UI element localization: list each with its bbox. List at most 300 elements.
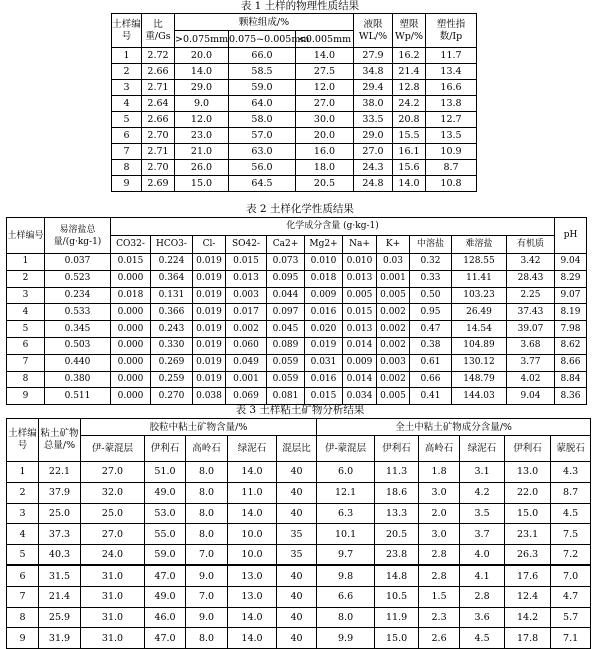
table-cell: 18.6 [375, 482, 419, 503]
table-cell: 2.69 [142, 176, 175, 192]
table-cell: 14.0 [228, 628, 277, 649]
table-cell: 13.4 [426, 64, 477, 80]
table-cell: 26.49 [452, 304, 507, 321]
table-cell: 11.0 [228, 482, 277, 503]
table-cell: 0.015 [226, 254, 267, 271]
table-cell: 24.8 [354, 176, 393, 192]
table-cell: 3.6 [460, 607, 505, 628]
table-cell: 20.0 [175, 48, 229, 64]
table-cell: 8.36 [555, 388, 587, 405]
table-cell: 3 [7, 503, 39, 524]
header-whole-column: 伊利石 [375, 436, 419, 462]
table-row [7, 304, 587, 321]
table-cell: 7.5 [551, 524, 591, 545]
header-soluble-salt-total: 易溶盐总量/(g·kg-1) [45, 218, 111, 254]
table-cell: 17.6 [505, 565, 551, 586]
table-cell: 8.66 [555, 354, 587, 371]
table-cell: 9.0 [186, 565, 228, 586]
table-row [7, 628, 591, 649]
table-cell: 0.020 [305, 321, 343, 338]
table-cell: 40 [277, 565, 317, 586]
table-cell: 0.002 [377, 371, 410, 388]
header-clay-total: 粘土矿物总量/% [39, 419, 81, 462]
table-cell: 17.8 [505, 628, 551, 649]
table-cell: 0.330 [151, 337, 193, 354]
table-cell: 2.8 [419, 545, 460, 566]
table-cell: 9.04 [507, 388, 555, 405]
table-cell: 7.0 [186, 586, 228, 607]
table-cell: 31.0 [81, 628, 145, 649]
table-cell: 0.017 [226, 304, 267, 321]
header-sample-id: 土样编号 [7, 419, 39, 462]
table-cell: 49.0 [145, 482, 186, 503]
table-cell: 7.0 [186, 545, 228, 566]
table-cell: 3.0 [419, 482, 460, 503]
table-cell: 0.049 [226, 354, 267, 371]
table-cell: 40 [277, 482, 317, 503]
table-cell: 16.1 [393, 144, 426, 160]
table-cell: 0.014 [343, 371, 377, 388]
table-cell: 0.034 [343, 388, 377, 405]
table-cell: 13.8 [426, 96, 477, 112]
table-cell: 40 [277, 503, 317, 524]
table-cell: 7 [7, 586, 39, 607]
table-row [112, 128, 477, 144]
table-cell: 0.009 [305, 287, 343, 304]
table-cell: 7.1 [551, 628, 591, 649]
table-cell: 9.9 [317, 628, 375, 649]
table-row [7, 254, 587, 271]
header-grain-coarse: >0.075mm [175, 31, 229, 48]
table-cell: 3.1 [460, 462, 505, 483]
table-cell: 0.005 [343, 287, 377, 304]
table-cell: 0.018 [111, 287, 151, 304]
table-cell: 13.0 [228, 565, 277, 586]
table-cell: 24.2 [393, 96, 426, 112]
table-cell: 40.3 [39, 545, 81, 566]
table-cell: 31.0 [81, 565, 145, 586]
table-cell: 0.03 [377, 254, 410, 271]
table-cell: 9 [7, 388, 45, 405]
table-cell: 46.0 [145, 607, 186, 628]
table-cell: 5 [7, 321, 45, 338]
table-row [7, 371, 587, 388]
table-cell: 5 [112, 112, 142, 128]
table-cell: 0.503 [45, 337, 111, 354]
header-chemical-column: Mg2+ [305, 236, 343, 254]
table-cell: 0.013 [343, 270, 377, 287]
table-cell: 128.55 [452, 254, 507, 271]
header-chemical-column: Ca2+ [267, 236, 305, 254]
table-cell: 0.010 [343, 254, 377, 271]
table-cell: 1 [7, 254, 45, 271]
table-cell: 11.3 [375, 462, 419, 483]
table-cell: 0.234 [45, 287, 111, 304]
table-cell: 30.0 [296, 112, 354, 128]
table-cell: 0.380 [45, 371, 111, 388]
table1-body [112, 48, 477, 192]
table-row [7, 287, 587, 304]
table-cell: 0.019 [193, 337, 226, 354]
header-colloid-column: 混层比 [277, 436, 317, 462]
header-colloid-column: 伊利石 [145, 436, 186, 462]
table-cell: 10.5 [375, 586, 419, 607]
table-cell: 58.5 [229, 64, 296, 80]
table-cell: 0.50 [410, 287, 452, 304]
table-cell: 148.79 [452, 371, 507, 388]
table-cell: 27.0 [296, 96, 354, 112]
table-cell: 0.018 [305, 270, 343, 287]
table-cell: 34.8 [354, 64, 393, 80]
table-cell: 3.68 [507, 337, 555, 354]
table-cell: 15.6 [393, 160, 426, 176]
table3-subheader-row [7, 436, 591, 462]
table-cell: 144.03 [452, 388, 507, 405]
table-cell: 29.4 [354, 80, 393, 96]
table-cell: 0.345 [45, 321, 111, 338]
table-cell: 0.069 [226, 388, 267, 405]
header-chemical-column: Cl- [193, 236, 226, 254]
table-cell: 33.5 [354, 112, 393, 128]
table-cell: 8.29 [555, 270, 587, 287]
table-cell: 4 [7, 524, 39, 545]
table-cell: 31.5 [39, 565, 81, 586]
header-liquid-limit: 液限WL/% [354, 14, 393, 48]
table-cell: 40 [277, 628, 317, 649]
table-cell: 57.0 [229, 128, 296, 144]
table-cell: 0.016 [305, 371, 343, 388]
table-cell: 0.016 [305, 304, 343, 321]
table-cell: 14.0 [175, 64, 229, 80]
table-cell: 14.0 [228, 503, 277, 524]
table-cell: 0.41 [410, 388, 452, 405]
table-cell: 4.2 [460, 482, 505, 503]
table-cell: 37.3 [39, 524, 81, 545]
table-cell: 0.33 [410, 270, 452, 287]
table-row [7, 270, 587, 287]
table-cell: 130.12 [452, 354, 507, 371]
table-cell: 8.0 [186, 628, 228, 649]
header-chemical-content: 化学成分含量 (g·kg-1) [111, 218, 555, 236]
header-plastic-limit: 塑限Wp/% [393, 14, 426, 48]
table-cell: 38.0 [354, 96, 393, 112]
table-row [112, 80, 477, 96]
table-cell: 0.001 [377, 270, 410, 287]
table-cell: 0.61 [410, 354, 452, 371]
table-cell: 4.0 [460, 545, 505, 566]
table-cell: 27.9 [354, 48, 393, 64]
header-whole-column: 伊利石 [505, 436, 551, 462]
table-cell: 31.0 [81, 607, 145, 628]
table-cell: 0.002 [377, 337, 410, 354]
table-cell: 3.0 [419, 524, 460, 545]
table-cell: 29.0 [175, 80, 229, 96]
table-cell: 13.0 [505, 462, 551, 483]
table-cell: 27.5 [296, 64, 354, 80]
table-cell: 0.045 [267, 321, 305, 338]
table-cell: 2.71 [142, 144, 175, 160]
table-cell: 8 [7, 607, 39, 628]
table-cell: 2.71 [142, 80, 175, 96]
table-cell: 8 [112, 160, 142, 176]
table-cell: 0.32 [410, 254, 452, 271]
table-row [112, 160, 477, 176]
table-cell: 14.0 [393, 176, 426, 192]
table-cell: 0.044 [267, 287, 305, 304]
table-cell: 0.019 [305, 337, 343, 354]
table-cell: 0.366 [151, 304, 193, 321]
table-cell: 0.259 [151, 371, 193, 388]
table3-caption: 表 3 土样粘土矿物分析结果 [235, 404, 365, 416]
table-cell: 2.66 [142, 112, 175, 128]
table-cell: 8.19 [555, 304, 587, 321]
table-cell: 0.014 [343, 337, 377, 354]
table-cell: 2.25 [507, 287, 555, 304]
table-cell: 0.005 [377, 287, 410, 304]
table-cell: 6.0 [317, 462, 375, 483]
table-cell: 0.089 [267, 337, 305, 354]
header-chemical-column: HCO3- [151, 236, 193, 254]
table-cell: 8 [7, 371, 45, 388]
table-cell: 9 [112, 176, 142, 192]
table-cell: 0.019 [193, 304, 226, 321]
table-cell: 6.3 [317, 503, 375, 524]
table-cell: 0.000 [111, 304, 151, 321]
table-cell: 21.4 [39, 586, 81, 607]
table-cell: 4 [112, 96, 142, 112]
table-cell: 7.0 [551, 565, 591, 586]
table-row [112, 96, 477, 112]
table-cell: 27.0 [354, 144, 393, 160]
table-cell: 35 [277, 524, 317, 545]
table-cell: 37.43 [507, 304, 555, 321]
table-cell: 14.8 [375, 565, 419, 586]
table-cell: 0.009 [343, 354, 377, 371]
table-cell: 13.5 [426, 128, 477, 144]
table-cell: 16.2 [393, 48, 426, 64]
table2-chemical-properties [6, 217, 587, 405]
table-cell: 15.0 [175, 176, 229, 192]
table-cell: 39.07 [507, 321, 555, 338]
table-cell: 0.010 [305, 254, 343, 271]
table-cell: 31.0 [81, 586, 145, 607]
table-cell: 21.0 [175, 144, 229, 160]
table-cell: 47.0 [145, 628, 186, 649]
table-cell: 0.015 [343, 304, 377, 321]
table-cell: 0.019 [193, 354, 226, 371]
table-cell: 27.0 [81, 524, 145, 545]
table-cell: 6.6 [317, 586, 375, 607]
table-cell: 15.0 [505, 503, 551, 524]
table-cell: 3 [7, 287, 45, 304]
table-row [7, 354, 587, 371]
table-cell: 8.0 [186, 482, 228, 503]
header-sample-id: 土样编号 [112, 14, 142, 48]
table1-physical-properties [111, 13, 477, 192]
table-cell: 4.5 [460, 628, 505, 649]
table-cell: 0.059 [267, 354, 305, 371]
table-cell: 15.5 [393, 128, 426, 144]
table-cell: 0.000 [111, 371, 151, 388]
table-cell: 4.5 [551, 503, 591, 524]
table-cell: 66.0 [229, 48, 296, 64]
table-cell: 4.7 [551, 586, 591, 607]
table-cell: 12.0 [296, 80, 354, 96]
table-row [112, 176, 477, 192]
header-chemical-column: 中溶盐 [410, 236, 452, 254]
table-cell: 25.0 [81, 503, 145, 524]
table-row [7, 565, 591, 586]
table-cell: 22.0 [505, 482, 551, 503]
table-cell: 53.0 [145, 503, 186, 524]
table-cell: 0.000 [111, 354, 151, 371]
table-cell: 6 [112, 128, 142, 144]
header-colloid-column: 伊-蒙混层 [81, 436, 145, 462]
table-cell: 16.6 [426, 80, 477, 96]
table-cell: 0.031 [305, 354, 343, 371]
table-cell: 64.0 [229, 96, 296, 112]
table-cell: 4 [7, 304, 45, 321]
header-sample-id: 土样编号 [7, 218, 45, 254]
table-cell: 10.8 [426, 176, 477, 192]
table-cell: 1 [7, 462, 39, 483]
table-cell: 9.8 [317, 565, 375, 586]
table-cell: 1.8 [419, 462, 460, 483]
table-row [7, 337, 587, 354]
table-cell: 9.0 [186, 607, 228, 628]
header-whole-column: 高岭石 [419, 436, 460, 462]
table-cell: 2 [7, 482, 39, 503]
table2-body [7, 254, 587, 405]
table-cell: 2.0 [419, 503, 460, 524]
table-cell: 9.0 [175, 96, 229, 112]
table-cell: 2.70 [142, 128, 175, 144]
table-cell: 51.0 [145, 462, 186, 483]
table-cell: 23.1 [505, 524, 551, 545]
table-cell: 0.38 [410, 337, 452, 354]
table-cell: 10.0 [228, 545, 277, 566]
table-cell: 0.224 [151, 254, 193, 271]
table-cell: 0.002 [377, 321, 410, 338]
table-cell: 2.70 [142, 160, 175, 176]
header-whole-column: 蒙脱石 [551, 436, 591, 462]
table-cell: 0.019 [193, 371, 226, 388]
table-cell: 2.6 [419, 628, 460, 649]
table-cell: 25.9 [39, 607, 81, 628]
table-cell: 14.2 [505, 607, 551, 628]
table-cell: 0.037 [45, 254, 111, 271]
table-cell: 12.1 [317, 482, 375, 503]
table-cell: 40 [277, 586, 317, 607]
table-cell: 0.511 [45, 388, 111, 405]
table-cell: 20.5 [296, 176, 354, 192]
table-cell: 9.7 [317, 545, 375, 566]
table-cell: 29.0 [354, 128, 393, 144]
table-cell: 0.364 [151, 270, 193, 287]
table-cell: 7 [7, 354, 45, 371]
table-cell: 21.4 [393, 64, 426, 80]
table-cell: 8.0 [317, 607, 375, 628]
table-cell: 26.0 [175, 160, 229, 176]
table-cell: 18.0 [296, 160, 354, 176]
table-cell: 0.003 [377, 354, 410, 371]
table-cell: 10.9 [426, 144, 477, 160]
table-cell: 55.0 [145, 524, 186, 545]
table-cell: 0.47 [410, 321, 452, 338]
table-cell: 0.000 [111, 321, 151, 338]
table-cell: 15.0 [375, 628, 419, 649]
header-whole-column: 绿泥石 [460, 436, 505, 462]
table-row [7, 607, 591, 628]
table-cell: 64.5 [229, 176, 296, 192]
table-cell: 14.0 [228, 607, 277, 628]
table-cell: 14.0 [296, 48, 354, 64]
table-cell: 7 [112, 144, 142, 160]
table-cell: 23.0 [175, 128, 229, 144]
table-row [7, 388, 587, 405]
table-cell: 13.0 [228, 586, 277, 607]
table-cell: 5.7 [551, 607, 591, 628]
table-cell: 0.005 [377, 388, 410, 405]
table-cell: 0.013 [343, 321, 377, 338]
table-cell: 8.0 [186, 462, 228, 483]
table-cell: 8.0 [186, 524, 228, 545]
table-cell: 13.3 [375, 503, 419, 524]
table-cell: 7.2 [551, 545, 591, 566]
table-row [7, 482, 591, 503]
table-cell: 8.7 [426, 160, 477, 176]
header-specific-gravity: 比重/Gs [142, 14, 175, 48]
table-cell: 8.7 [551, 482, 591, 503]
table-cell: 2 [7, 270, 45, 287]
table-cell: 0.003 [226, 287, 267, 304]
table-cell: 24.0 [81, 545, 145, 566]
table-cell: 10.1 [317, 524, 375, 545]
table-cell: 4.1 [460, 565, 505, 586]
table-cell: 0.038 [193, 388, 226, 405]
table-cell: 3.7 [460, 524, 505, 545]
table-cell: 6 [7, 565, 39, 586]
table-cell: 56.0 [229, 160, 296, 176]
table-cell: 49.0 [145, 586, 186, 607]
table-cell: 20.8 [393, 112, 426, 128]
table-cell: 1.5 [419, 586, 460, 607]
table-cell: 0.000 [111, 270, 151, 287]
header-whole-soil-clay-content: 全土中粘土矿物成分含量/% [317, 419, 591, 436]
table-cell: 2.72 [142, 48, 175, 64]
header-chemical-column: K+ [377, 236, 410, 254]
table-cell: 0.440 [45, 354, 111, 371]
table-cell: 12.8 [393, 80, 426, 96]
table-cell: 103.23 [452, 287, 507, 304]
table-cell: 23.8 [375, 545, 419, 566]
table-cell: 0.002 [226, 321, 267, 338]
table-cell: 0.015 [305, 388, 343, 405]
table-cell: 0.269 [151, 354, 193, 371]
table-cell: 12.7 [426, 112, 477, 128]
table-cell: 0.66 [410, 371, 452, 388]
table-cell: 0.000 [111, 337, 151, 354]
table-cell: 2.8 [460, 586, 505, 607]
table-cell: 8.84 [555, 371, 587, 388]
table-cell: 27.0 [81, 462, 145, 483]
table-cell: 12.4 [505, 586, 551, 607]
table-cell: 37.9 [39, 482, 81, 503]
table-cell: 0.243 [151, 321, 193, 338]
table-cell: 4.02 [507, 371, 555, 388]
header-chemical-column: 有机质 [507, 236, 555, 254]
table-cell: 104.89 [452, 337, 507, 354]
